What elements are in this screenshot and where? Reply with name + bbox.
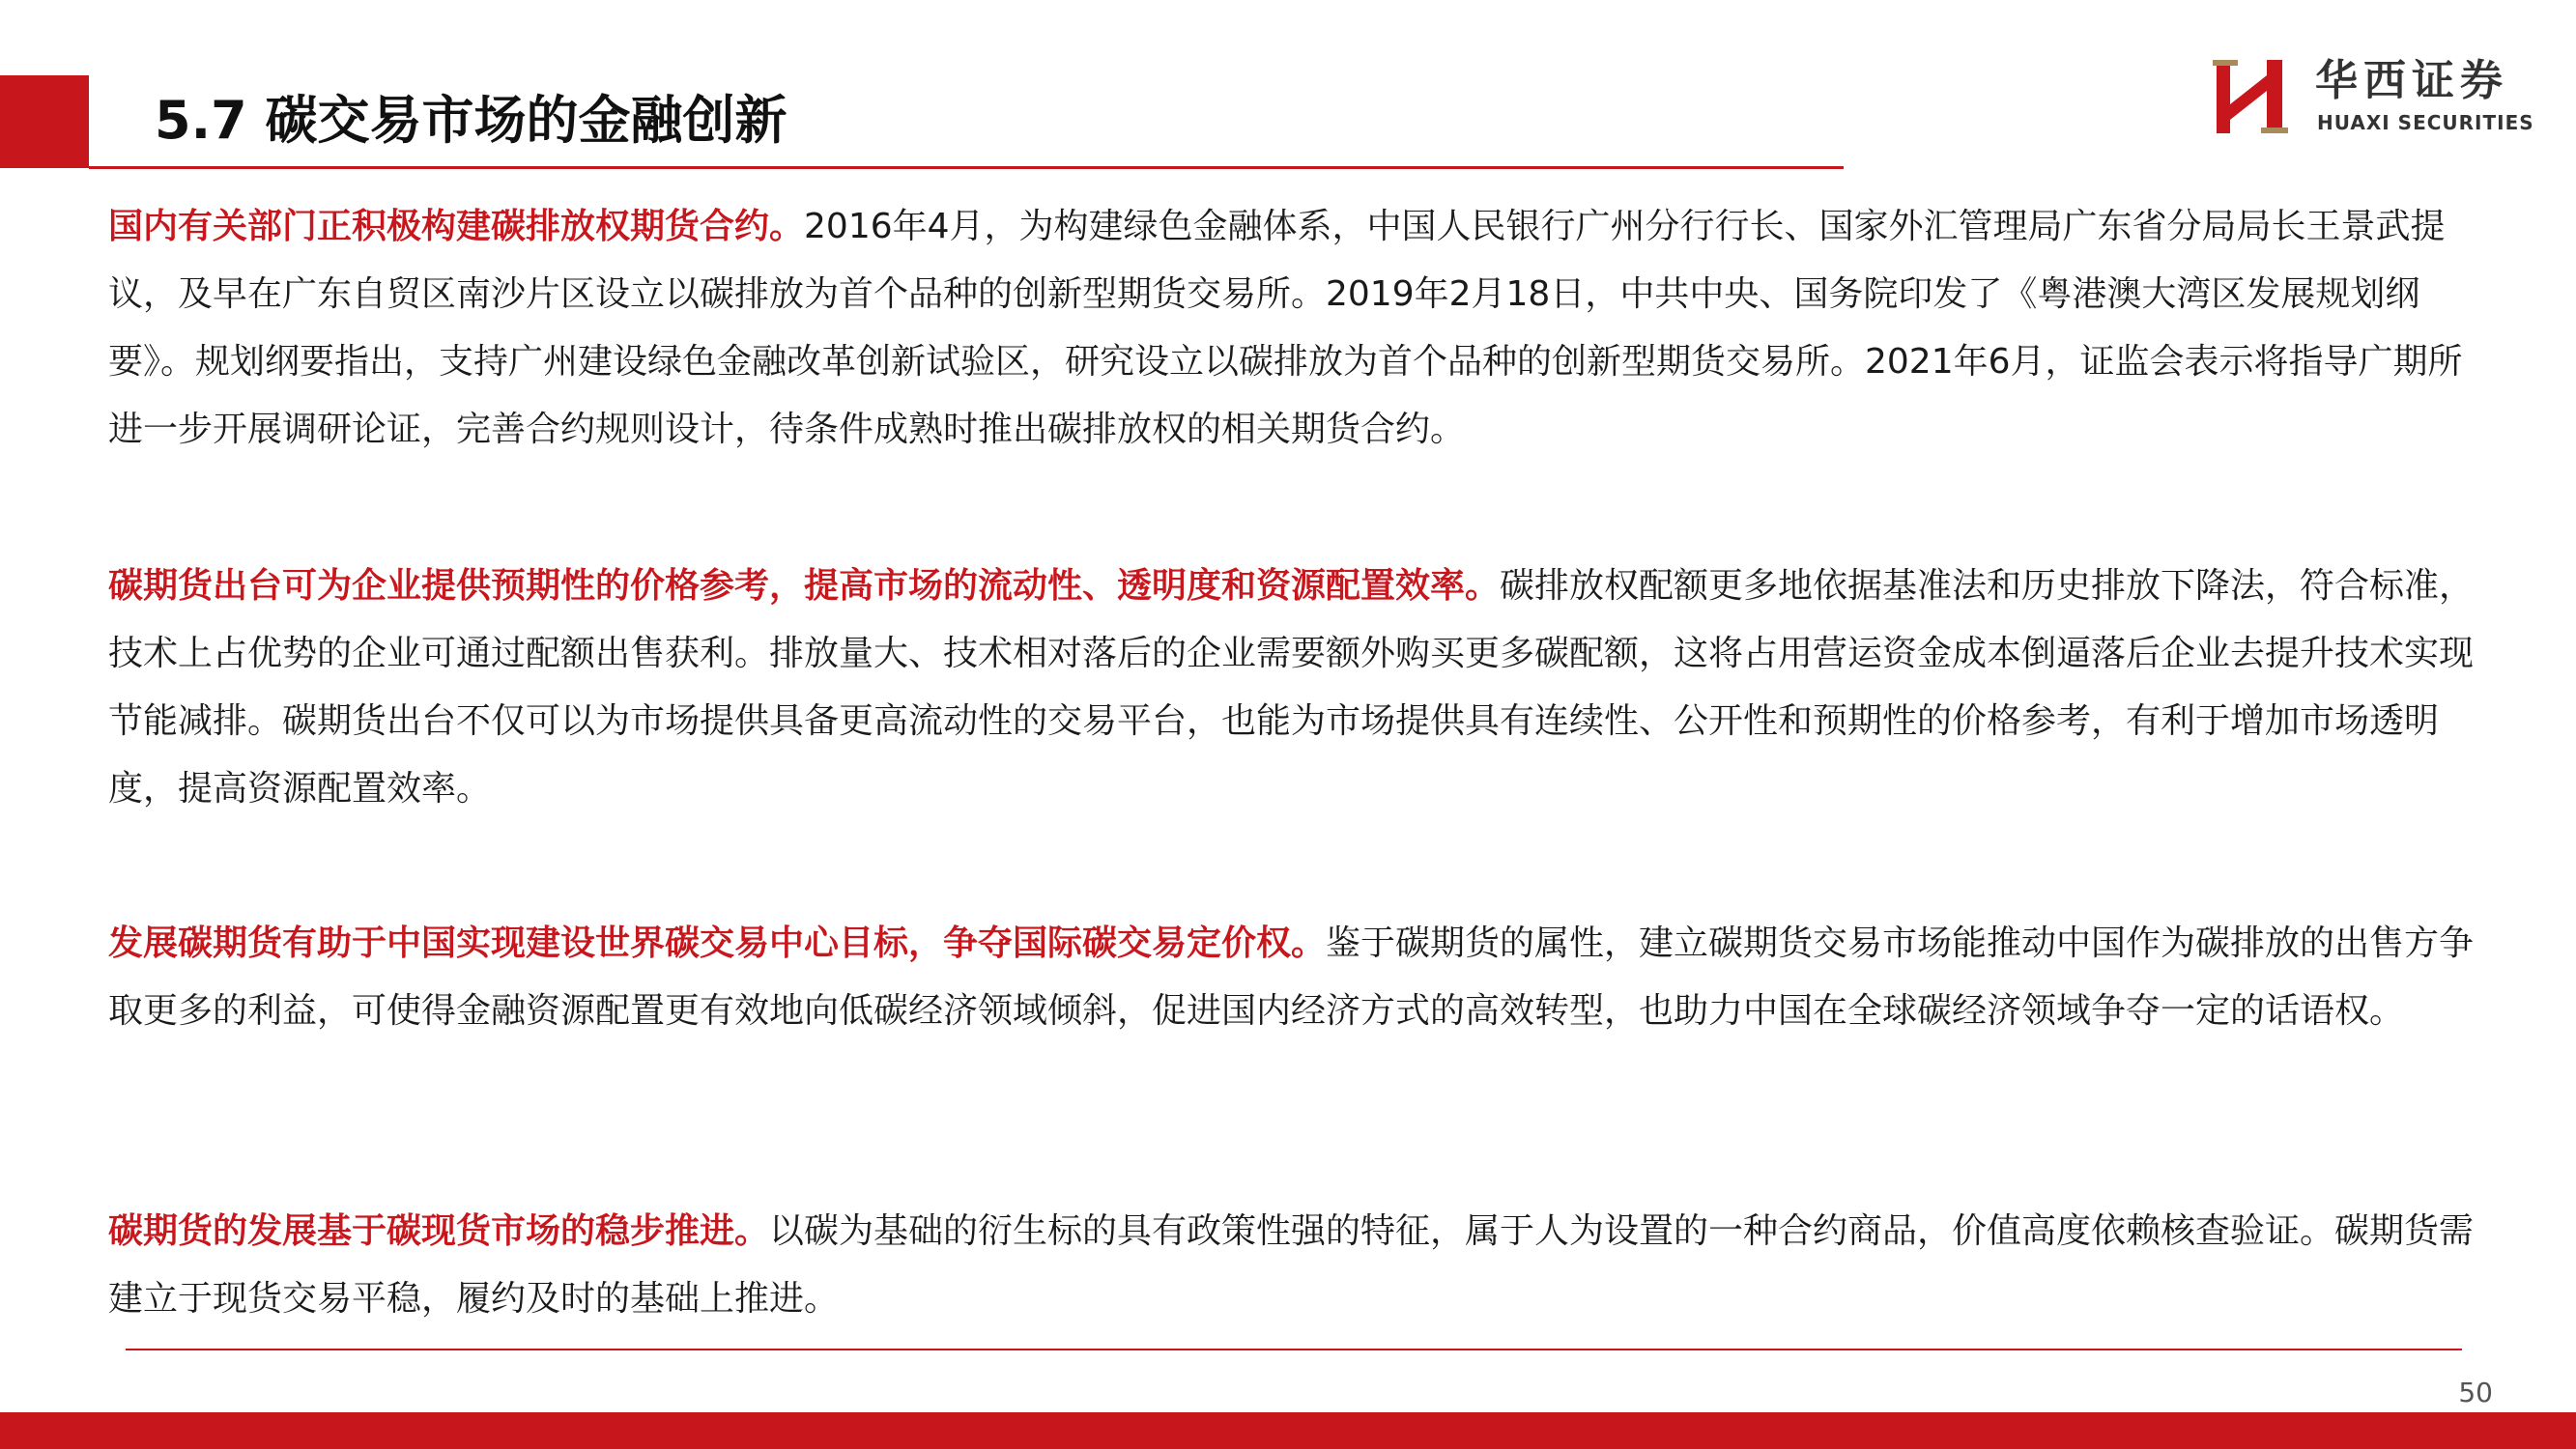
paragraph-lead: 发展碳期货有助于中国实现建设世界碳交易中心目标，争夺国际碳交易定价权。	[108, 923, 1327, 963]
title-accent-block	[0, 75, 89, 168]
paragraph	[108, 193, 2487, 464]
logo-chinese-name: 华西证券	[2315, 56, 2508, 105]
footer-bar	[0, 1412, 2576, 1449]
title-underline	[89, 166, 1844, 169]
logo-english-name: HUAXI SECURITIES	[2317, 111, 2534, 134]
paragraph	[108, 910, 2487, 1045]
paragraph-body: 2016年4月，为构建绿色金融体系，中国人民银行广州分行行长、国家外汇管理局广东省分局局长王景武提议，及早在广东自贸区南沙片区设立以碳排放为首个品种的创新型期货交易所。2019年2月18日，中共中央、国务院印发了《粤港澳大湾区发展规划纲要》。规划纲要指出，支持广州建设绿色金融改革创新试验区，研究设立以碳排放为首个品种的创新型期货交易所。2021年6月，证监会表示将指导广期所进一步开展调研论证，完善合约规则设计，待条件成熟时推出碳排放权的相关期货合约。	[108, 207, 2463, 449]
page-title: 5.7 碳交易市场的金融创新	[155, 90, 787, 151]
paragraph-lead: 碳期货的发展基于碳现货市场的稳步推进。	[108, 1211, 770, 1251]
company-logo	[2213, 48, 2532, 145]
huaxi-logo-icon	[2213, 56, 2292, 137]
paragraph-body: 鉴于碳期货的属性，建立碳期货交易市场能推动中国作为碳排放的出售方争取更多的利益，可使得金融资源配置更有效地向低碳经济领域倾斜，促进国内经济方式的高效转型，也助力中国在全球碳经济领域争夺一定的话语权。	[108, 923, 2475, 1031]
paragraph-body: 碳排放权配额更多地依据基准法和历史排放下降法，符合标准，技术上占优势的企业可通过配额出售获利。排放量大、技术相对落后的企业需要额外购买更多碳配额，这将占用营运资金成本倒逼落后企业去提升技术实现节能减排。碳期货出台不仅可以为市场提供具备更高流动性的交易平台，也能为市场提供具有连续性、公开性和预期性的价格参考，有利于增加市场透明度，提高资源配置效率。	[108, 566, 2475, 809]
paragraph-body: 以碳为基础的衍生标的具有政策性强的特征，属于人为设置的一种合约商品，价值高度依赖核查验证。碳期货需建立于现货交易平稳，履约及时的基础上推进。	[108, 1211, 2475, 1319]
page-number: 50	[2458, 1377, 2493, 1408]
paragraph-lead: 国内有关部门正积极构建碳排放权期货合约。	[108, 207, 805, 246]
bottom-divider	[126, 1349, 2462, 1350]
paragraph-lead: 碳期货出台可为企业提供预期性的价格参考，提高市场的流动性、透明度和资源配置效率。	[108, 566, 1501, 606]
paragraph	[108, 553, 2487, 823]
paragraph	[108, 1198, 2487, 1333]
